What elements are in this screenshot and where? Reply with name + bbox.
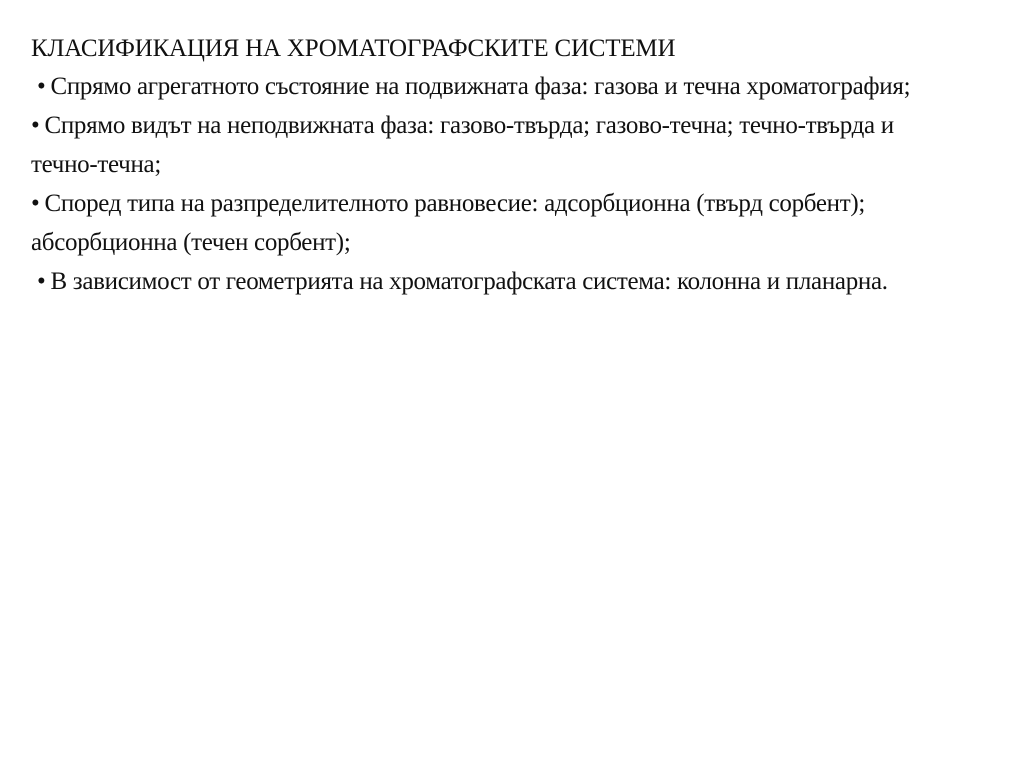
slide-content: [31, 31, 931, 301]
bullet-marker: •: [37, 268, 46, 295]
classification-item-aggregate-state: [31, 67, 931, 106]
item-text: Според типа на разпределителното равновесие: адсорбционна (твърд сорбент); абсорбционна (течен сорбент);: [31, 190, 866, 256]
bullet-marker: •: [31, 112, 40, 139]
bullet-marker: •: [37, 73, 46, 100]
item-text: В зависимост от геометрията на хроматографската система: колонна и планарна.: [50, 268, 888, 295]
bullet-marker: •: [31, 190, 40, 217]
page-title: КЛАСИФИКАЦИЯ НА ХРОМАТОГРАФСКИТЕ СИСТЕМИ: [31, 35, 676, 62]
item-text: Спрямо агрегатното състояние на подвижната фаза: газова и течна хроматография;: [50, 73, 911, 100]
classification-item-geometry: [31, 262, 931, 301]
classification-item-stationary-phase: [31, 106, 931, 184]
classification-item-equilibrium-type: [31, 184, 931, 262]
item-text: Спрямо видът на неподвижната фаза: газово-твърда; газово-течна; течно-твърда и течно-течна;: [31, 112, 894, 178]
